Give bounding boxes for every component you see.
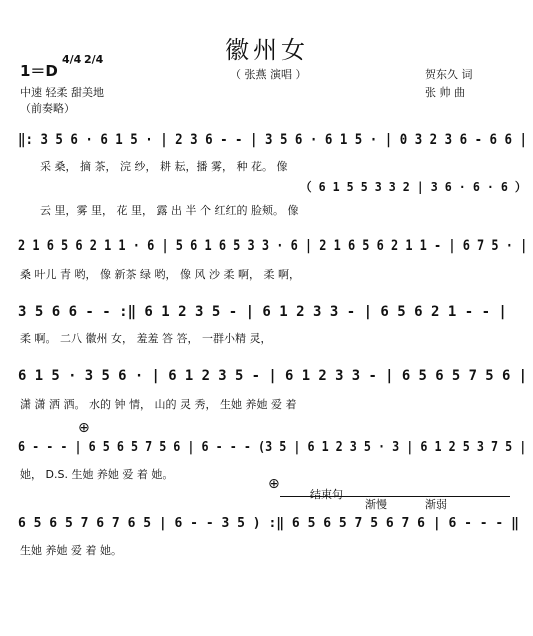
composer-credit: 张 帅 曲 bbox=[425, 86, 465, 99]
time-signature-2: 2/4 bbox=[84, 53, 104, 66]
ritardando-marking: 渐慢 bbox=[365, 498, 387, 511]
system-1-notes: ‖: 3 5 6 · 6 1 5 · | 2 3 6 - - | 3 5 6 · 6 1 5 · | 0 3 2 3 6 - 6 6 | bbox=[18, 132, 527, 148]
segno-sign-icon: ⊕ bbox=[78, 420, 90, 436]
coda-label: 结束句 bbox=[310, 488, 343, 501]
system-2-notes: 2 1 6 5 6 2 1 1 · 6 | 5 6 1 6 5 3 3 · 6 | 2 1 6 5 6 2 1 1 - | 6 7 5 · | bbox=[18, 238, 528, 254]
system-3-lyrics: 柔 啊。 二八 徽州 女， 羞羞 答 答， 一群小精 灵， bbox=[20, 332, 272, 345]
lyricist-credit: 贺东久 词 bbox=[425, 68, 473, 81]
system-4-notes: 6 1 5 · 3 5 6 · | 6 1 2 3 5 - | 6 1 2 3 3 - | 6 5 6 5 7 5 6 | bbox=[18, 368, 528, 384]
system-6-lyrics: 生她 养她 爱 着 她。 bbox=[20, 544, 122, 557]
key-signature: 1＝D bbox=[20, 62, 58, 80]
system-3-notes: 3 5 6 6 - - :‖ 6 1 2 3 5 - | 6 1 2 3 3 - | 6 5 6 2 1 - - | bbox=[18, 304, 507, 320]
system-1-lyrics-verse-2: 云 里，雾 里， 花 里， 露 出 半 个 红红的 脸颊。 像 bbox=[40, 204, 299, 217]
coda-sign-icon: ⊕ bbox=[268, 476, 280, 492]
system-1-interlude: （ 6 1 5 5 3 3 2 | 3 6 · 6 · 6 ） bbox=[300, 180, 527, 194]
system-4-lyrics: 潇 潇 洒 洒。 水的 钟 情， 山的 灵 秀， 生她 养她 爱 着 bbox=[20, 398, 297, 411]
system-2-lyrics: 桑 叶儿 青 哟， 像 新茶 绿 哟， 像 风 沙 柔 啊， 柔 啊， bbox=[20, 268, 300, 281]
diminuendo-marking: 渐弱 bbox=[425, 498, 447, 511]
tempo-marking: 中速 轻柔 甜美地 bbox=[20, 86, 104, 99]
system-1-lyrics-verse-1: 采 桑， 摘 茶， 浣 纱， 耕 耘，播 雾， 种 花。 像 bbox=[40, 160, 288, 173]
time-signature-1: 4/4 bbox=[62, 53, 82, 66]
system-5-notes: 6 - - - | 6 5 6 5 7 5 6 | 6 - - - (3 5 | 6 1 2 3 5 · 3 | 6 1 2 5 3 7 5 | bbox=[18, 440, 527, 455]
page-title: 徽州女 bbox=[225, 36, 309, 64]
intro-note: （前奏略） bbox=[20, 102, 75, 115]
singer-credit: （ 张燕 演唱 ） bbox=[230, 68, 307, 81]
system-5-lyrics: 她， D.S. 生她 养她 爱 着 她。 bbox=[20, 468, 174, 481]
system-6-notes: 6 5 6 5 7 6 7 6 5 | 6 - - 3 5 ) :‖ 6 5 6 5 7 5 6 7 6 | 6 - - - ‖ bbox=[18, 516, 519, 531]
